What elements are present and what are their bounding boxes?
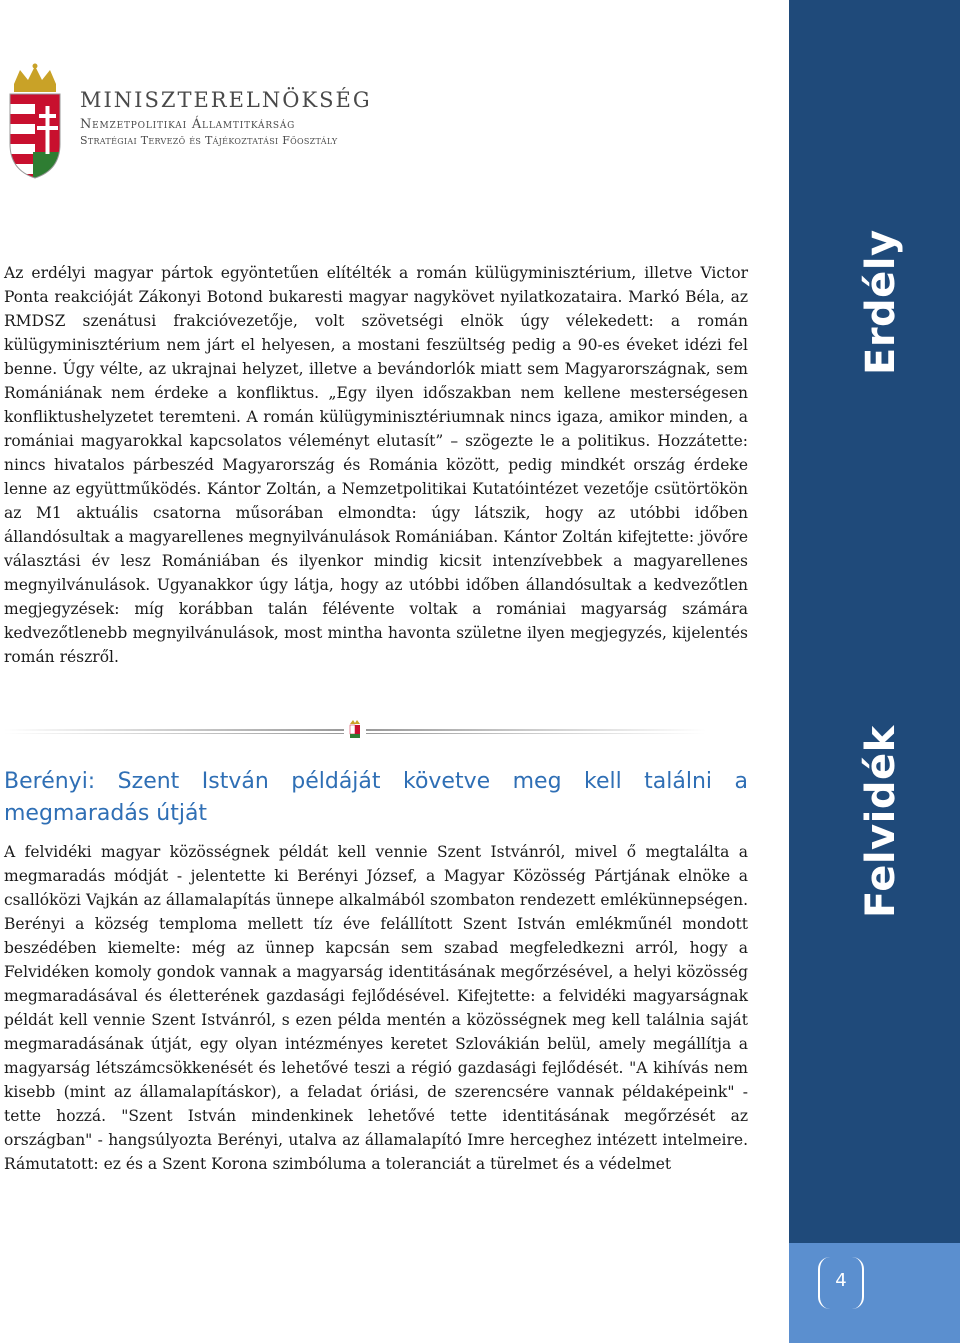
section-label-felvidek: Felvidék — [858, 725, 904, 918]
ornament-divider-icon — [4, 718, 706, 744]
sidebar — [789, 0, 960, 1343]
org-name: MINISZTERELNÖKSÉG — [80, 88, 372, 112]
org-department: Stratégiai Tervező és Tájékoztatási Főosztály — [80, 134, 338, 147]
coat-of-arms-icon — [6, 62, 64, 180]
article-paragraph: A felvidéki magyar közösségnek példát kell vennie Szent Istvánról, mivel ő megtalálta a megmaradás módját - jelentette ki Berényi József, a Magyar Közösség Pártjának elnöke a csallóközi Vajkán az államalapítás ünnepe alkalmából szombaton rendezett emlékünnepségen. Berényi a község temploma mellett tíz éve felállított Szent István emlékműnél mondott beszédében kiemelte: még az ünnep kapcsán sem szabad megfeledkezni arról, hogy a Felvidéken komoly gondok vannak a magyarság identitásának megőrzésével, a helyi közösség megmaradásával és életterének gazdasági fejlődésével. Kifejtette: a felvidéki magyarságnak példát kell vennie Szent Istvánról, s ezen példa mentén a közösségnek meg kell találnia saját megmaradásának útját, egy olyan intézményes keretet Szlovákián belül, amely megállítja a magyarság létszámcsökkenését és lehetővé teszi a régió gazdasági fejlődését. "A kihívás nem kisebb (mint az államalapításkor), a feladat óriási, de szerencsére vannak példaképeink" - tette hozzá. "Szent István mindenkinek lehetővé tette identitásának megőrzését az országban" - hangsúlyozta Berényi, utalva az államalapító Imre herceghez intézett intelmeire. Rámutatott: ez és a Szent Korona szimbóluma a toleranciát a türelmet és a védelmet — [4, 843, 748, 1173]
sidebar-footer — [789, 1243, 960, 1343]
page-number: 4 — [835, 1270, 847, 1291]
article-headline: Berényi: Szent István példáját követve meg kell találni a megmaradás útját — [4, 769, 748, 826]
org-subtitle: Nemzetpolitikai Államtitkárság — [80, 117, 296, 132]
section-label-erdely: Erdély — [858, 229, 904, 375]
article-paragraph: Az erdélyi magyar pártok egyöntetűen elítélték a román külügyminisztérium, illetve Victor Ponta reakcióját Zákonyi Botond bukaresti magyar nagykövet nyilatkozataira. Markó Béla, az RMDSZ szenátusi frakcióvezetője, volt szövetségi elnök úgy vélekedett: a román külügyminisztérium nem járt el helyesen, a mostani feszültség pedig a 90-es éveket idézi fel benne. Úgy vélte, az ukrajnai helyzet, illetve a bevándorlók miatt sem Magyarországnak, sem Romániának nem érdeke a konfliktus. „Egy ilyen időszakban nem kellene mesterségesen konfliktushelyzetet teremteni. A román külügyminisztériumnak nincs igaza, amikor minden, a romániai magyarokkal kapcsolatos véleményt elutasít” – szögezte le a politikus. Hozzátette: nincs hivatalos párbeszéd Magyarország és Románia között, pedig mindkét ország érdeke lenne az együttműködés. Kántor Zoltán, a Nemzetpolitikai Kutatóintézet vezetője csütörtökön az M1 aktuális csatorna műsorában elmondta: úgy látszik, hogy az utóbbi időben állandósultak a magyarellenes megnyilvánulások Romániában. Kántor Zoltán kifejtette: jövőre választási év lesz Romániában és ilyenkor mindig kicsit intenzívebbek a magyarellenes megnyilvánulások. Ugyanakkor úgy látja, hogy az utóbbi időben állandósultak a kedvezőtlen megjegyzések: míg korábban talán félévente voltak a romániai magyarság számára kedvezőtlenebb megnyilvánulások, most mintha havonta születne ilyen megjegyzés, kijelentés román részről. — [4, 264, 748, 666]
